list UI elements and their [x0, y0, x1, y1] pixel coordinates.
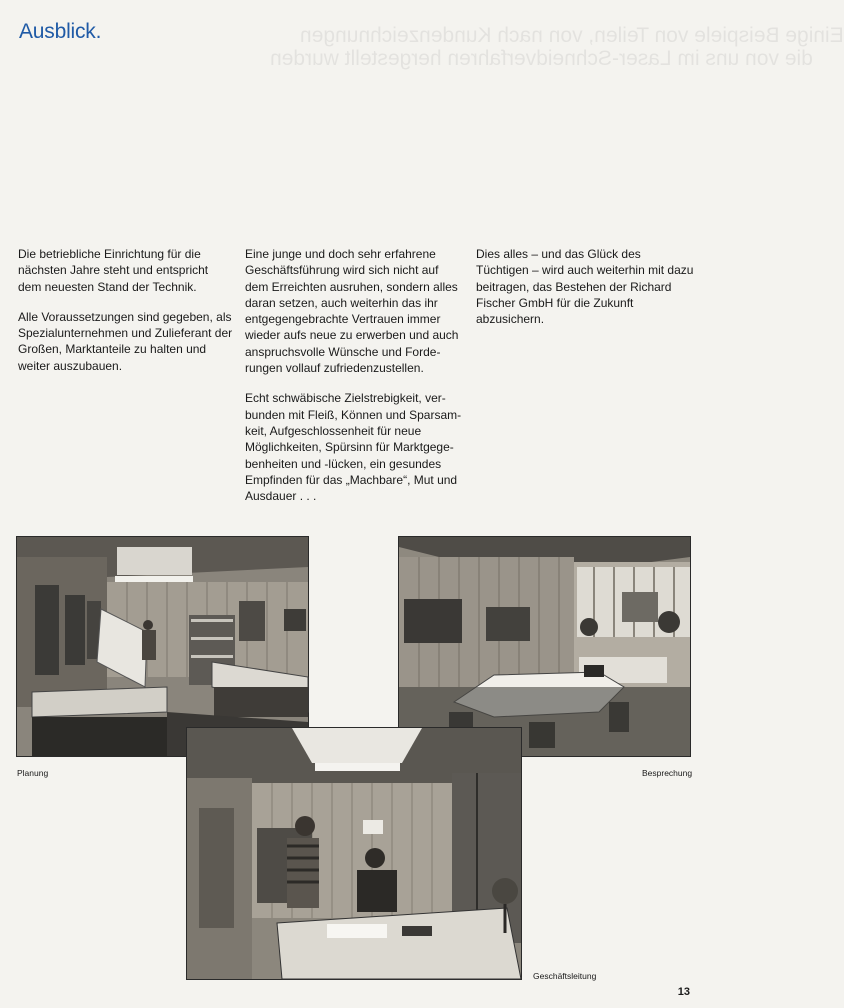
photo-planung — [16, 536, 309, 757]
text-column-2 — [245, 246, 463, 518]
bleed-through-line-1: Einige Beispiele von Teilen, von nach Kundenzeichnungen — [300, 24, 844, 47]
photo-besprechung — [398, 536, 691, 757]
photo-geschaeftsleitung — [186, 727, 522, 980]
bleed-through-line-2: die von uns im Laser-Schneidverfahren hergestellt wurden — [270, 47, 813, 70]
planung-scene — [17, 537, 308, 756]
besprechung-scene — [399, 537, 690, 756]
page-title: Ausblick. — [19, 20, 102, 43]
geschaeftsleitung-scene — [187, 728, 521, 979]
caption-geschaeftsleitung: Geschäftsleitung — [533, 971, 597, 981]
paragraph: Dies alles – und das Glück des Tüchtigen – wird auch weiterhin mit dazu beitragen, das Bestehen der Richard Fischer GmbH für die Zukunft abzusichern. — [476, 247, 694, 327]
text-column-1 — [18, 246, 233, 388]
paragraph: Alle Voraussetzungen sind gegeben, als Spezialunternehmen und Zulieferant der Großen, Marktanteile zu halten und weiter auszubauen. — [18, 309, 233, 373]
caption-besprechung: Besprechung — [642, 768, 693, 778]
text-column-3 — [476, 246, 696, 341]
paragraph: Echt schwäbische Zielstrebigkeit, verbunden mit Fleiß, Können und Sparsamkeit, Aufgeschlossenheit für neue Möglichkeiten, Spürsinn für Marktgegebenheiten und -lücken, ein gesundes Empfinden für das „Machbare“, Mut und Ausdauer . . . — [245, 391, 462, 504]
paragraph: Eine junge und doch sehr erfahrene Geschäftsführung wird sich nicht auf dem Erreichten ausruhen, sondern alles daran setzen, auch weiterhin das ihr entgegengebrachte Vertrauen immer wieder aufs neue zu erwerben und auch anspruchsvolle Wünsche und Forderungen vollauf zufriedenzustellen. — [245, 247, 459, 376]
page-number: 13 — [677, 986, 690, 998]
caption-planung: Planung — [17, 768, 49, 778]
paragraph: Die betriebliche Einrichtung für die nächsten Jahre steht und entspricht dem neuesten Stand der Technik. — [18, 247, 209, 294]
